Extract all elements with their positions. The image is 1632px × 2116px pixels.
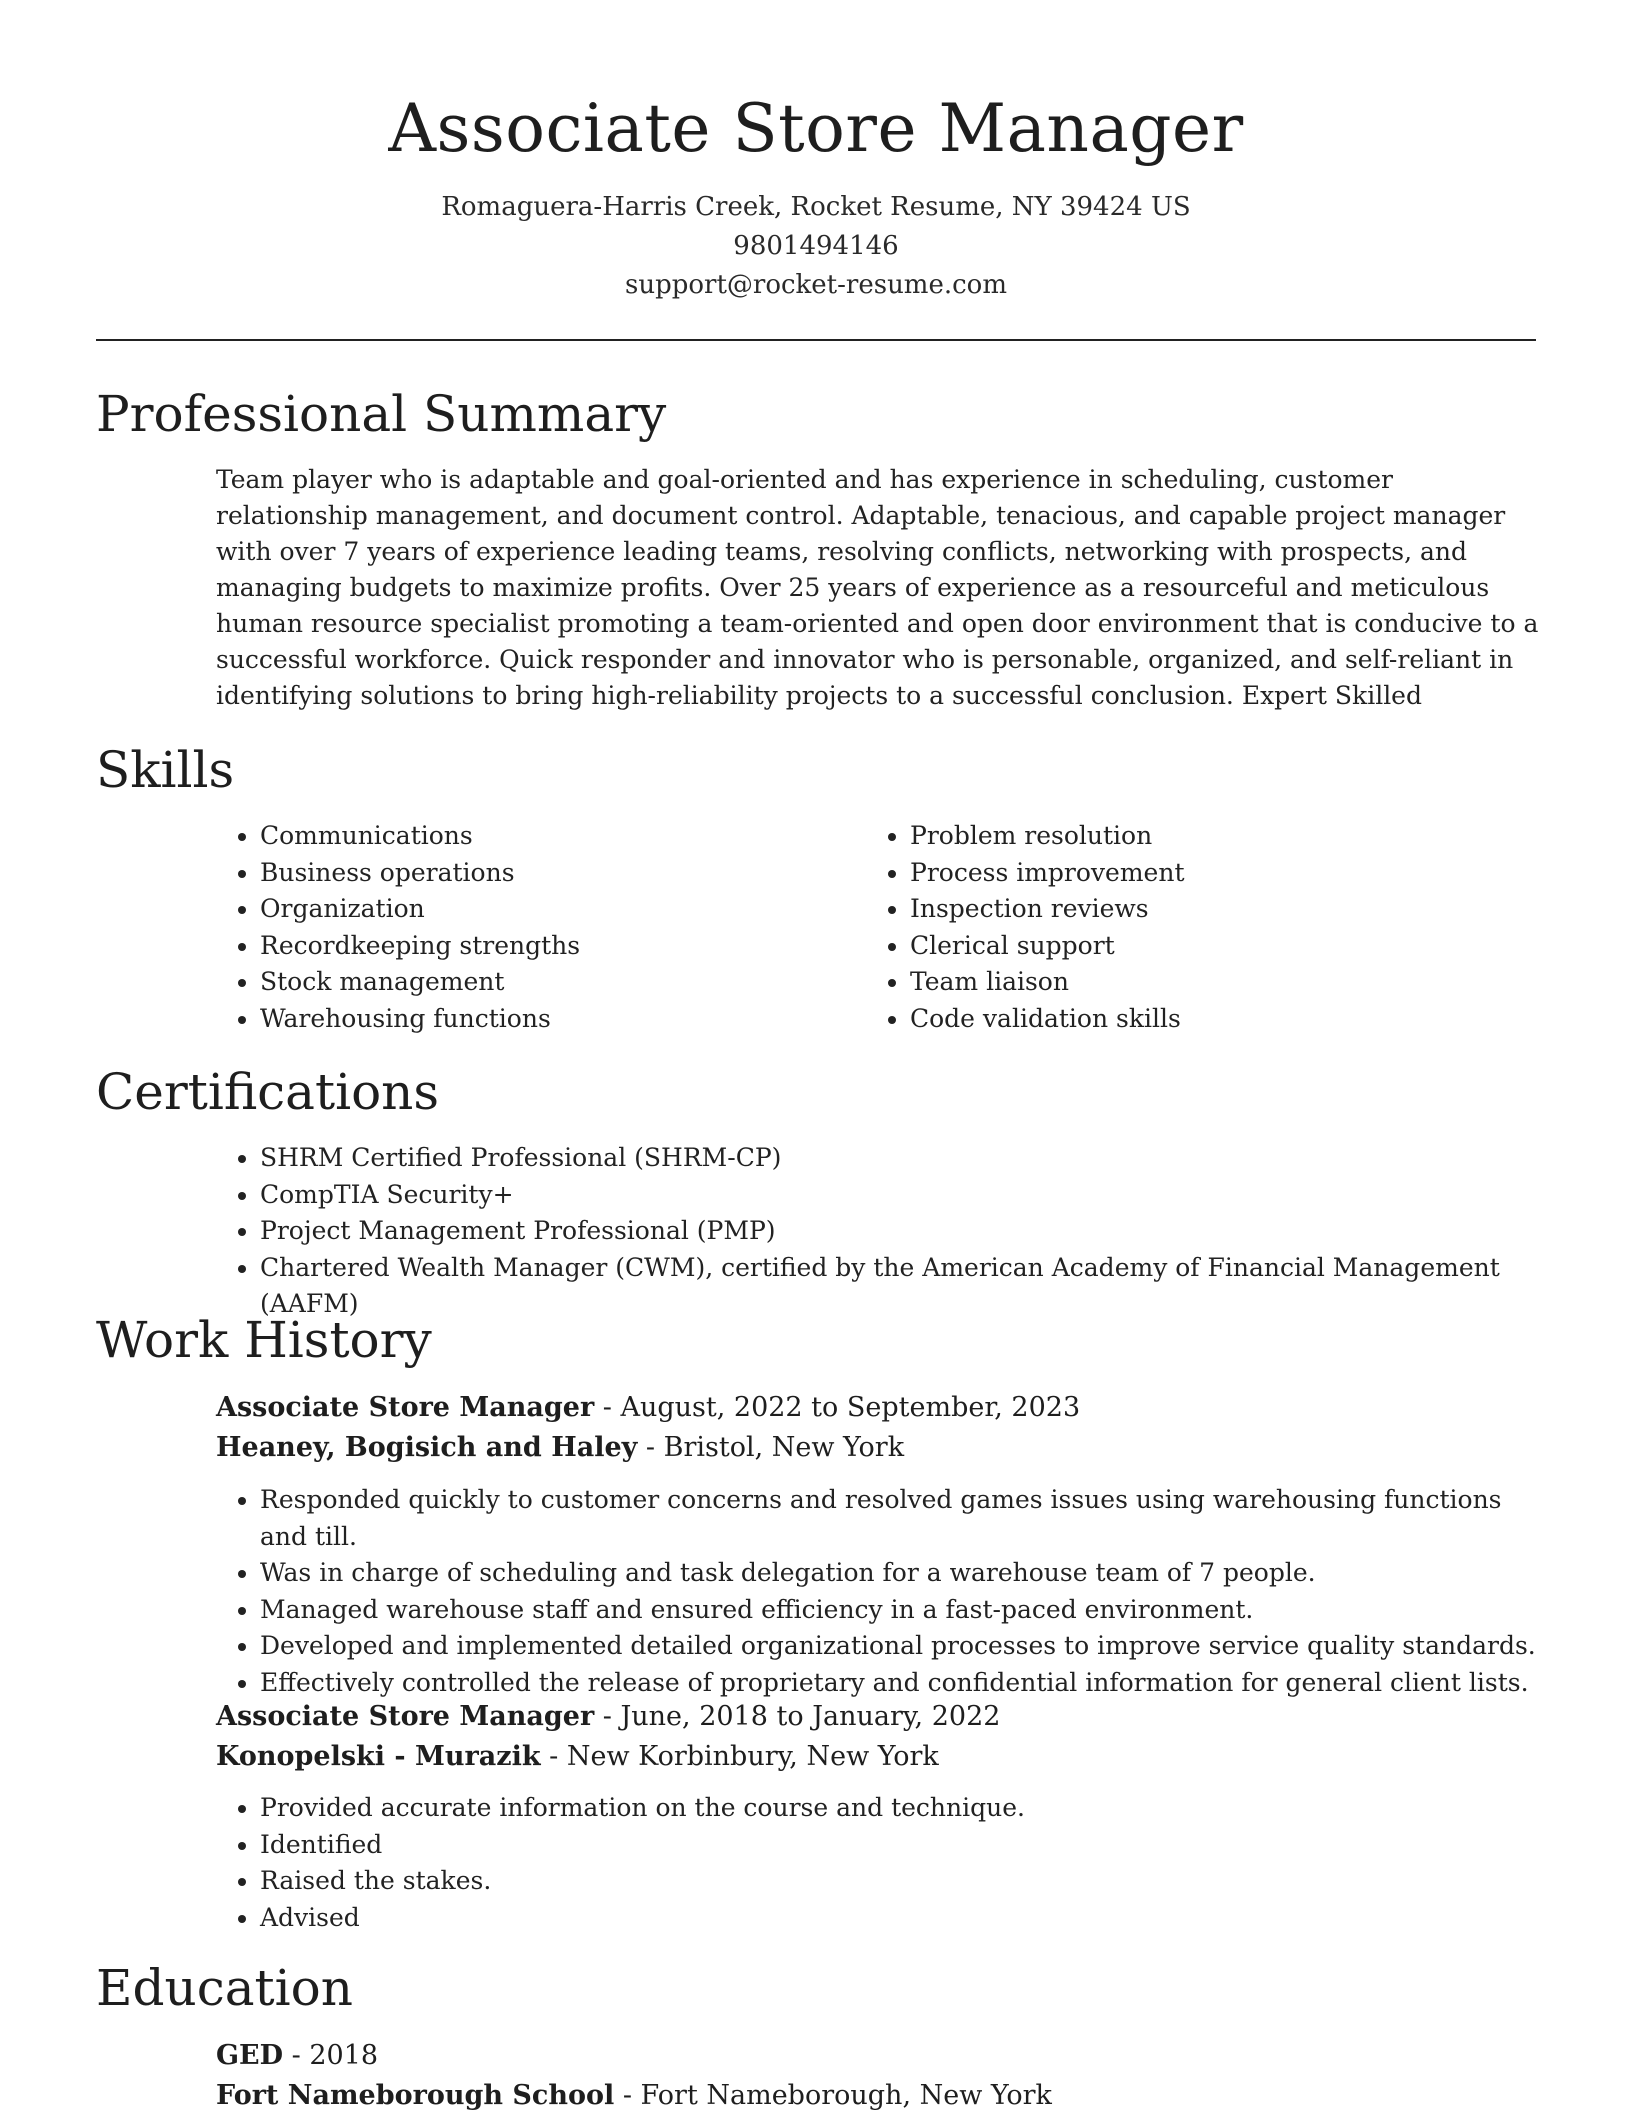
employer-name: Konopelski - Murazik (216, 1741, 541, 1772)
degree-name: GED (216, 2040, 284, 2071)
school-line (216, 2076, 1536, 2116)
skill-item: • Business operations (260, 855, 866, 892)
summary-section (216, 462, 1546, 714)
employer-location: - Bristol, New York (637, 1432, 905, 1463)
certification-item: • CompTIA Security+ (260, 1177, 1546, 1214)
skills-column-right (866, 818, 1516, 1037)
certifications-section (216, 1140, 1546, 1323)
contact-block (96, 188, 1536, 305)
skill-item: • Problem resolution (910, 818, 1516, 855)
job-title-line (216, 1388, 1536, 1428)
email-address: support@rocket-resume.com (624, 270, 1007, 300)
address: Romaguera-Harris Creek, Rocket Resume, NY 39424 US (441, 192, 1191, 222)
certification-item: • Chartered Wealth Manager (CWM), certified by the American Academy of Financial Management (AAFM) (260, 1250, 1546, 1323)
responsibility-item: • Managed warehouse staff and ensured efficiency in a fast-paced environment. (260, 1592, 1546, 1629)
skill-item: • Inspection reviews (910, 891, 1516, 928)
degree-year: - 2018 (283, 2040, 379, 2071)
skill-item: • Code validation skills (910, 1001, 1516, 1038)
job-header (216, 1388, 1536, 1468)
school-location: - Fort Nameborough, New York (614, 2080, 1052, 2111)
skill-item: • Organization (260, 891, 866, 928)
job-dates: - June, 2018 to January, 2022 (594, 1701, 1001, 1732)
responsibility-item: • Developed and implemented detailed organizational processes to improve service quality standards. (260, 1628, 1546, 1665)
job-responsibilities (216, 1790, 1546, 1936)
work-history-heading: Work History (96, 1311, 432, 1369)
job-title-line (216, 1697, 1536, 1737)
responsibility-item: • Effectively controlled the release of proprietary and confidential information for general client lists. (260, 1665, 1546, 1702)
job-header (216, 1697, 1536, 1777)
skill-item: • Stock management (260, 964, 866, 1001)
education-entry (216, 2036, 1536, 2116)
employer-line (216, 1737, 1536, 1777)
skill-item: • Communications (260, 818, 866, 855)
candidate-name: Associate Store Manager (388, 90, 1244, 167)
education-heading: Education (96, 1959, 353, 2017)
employer-line (216, 1428, 1536, 1468)
resume-header (96, 0, 1536, 341)
responsibility-item: • Identified (260, 1827, 1546, 1864)
skills-heading: Skills (96, 741, 235, 799)
resume-page (96, 0, 1539, 2111)
summary-text: Team player who is adaptable and goal-oriented and has experience in scheduling, customer relationship management, and document control. Adaptable, tenacious, and capable project manager with over 7 years of experience leading teams, resolving conflicts, networking with prospects, and managing budgets to maximize profits. Over 25 years of experience as a resourceful and meticulous human resource specialist promoting a team-oriented and open door environment that is conducive to a successful workforce. Quick responder and innovator who is personable, organized, and self-reliant in identifying solutions to bring high-reliability projects to a successful conclusion. Expert Skilled (216, 465, 1539, 710)
employer-name: Heaney, Bogisich and Haley (216, 1432, 638, 1463)
job-role: Associate Store Manager (216, 1701, 595, 1732)
phone-number: 9801494146 (733, 231, 899, 261)
skills-column-left (216, 818, 866, 1037)
responsibility-item: • Was in charge of scheduling and task delegation for a warehouse team of 7 people. (260, 1555, 1546, 1592)
responsibility-item: • Raised the stakes. (260, 1863, 1546, 1900)
skill-item: • Recordkeeping strengths (260, 928, 866, 965)
responsibility-item: • Provided accurate information on the course and technique. (260, 1790, 1546, 1827)
job-role: Associate Store Manager (216, 1392, 595, 1423)
certification-item: • Project Management Professional (PMP) (260, 1213, 1546, 1250)
header-divider (96, 339, 1536, 341)
responsibility-item: • Responded quickly to customer concerns and resolved games issues using warehousing functions and till. (260, 1482, 1546, 1555)
school-name: Fort Nameborough School (216, 2080, 615, 2111)
skill-item: • Team liaison (910, 964, 1516, 1001)
skills-section (96, 818, 1536, 1037)
responsibility-item: • Advised (260, 1900, 1546, 1937)
skill-item: • Warehousing functions (260, 1001, 866, 1038)
degree-line (216, 2036, 1536, 2076)
skill-item: • Clerical support (910, 928, 1516, 965)
summary-heading: Professional Summary (96, 385, 667, 443)
skill-item: • Process improvement (910, 855, 1516, 892)
certification-item: • SHRM Certified Professional (SHRM-CP) (260, 1140, 1546, 1177)
employer-location: - New Korbinbury, New York (540, 1741, 939, 1772)
job-dates: - August, 2022 to September, 2023 (594, 1392, 1081, 1423)
job-responsibilities (216, 1482, 1546, 1701)
certifications-heading: Certifications (96, 1063, 440, 1121)
